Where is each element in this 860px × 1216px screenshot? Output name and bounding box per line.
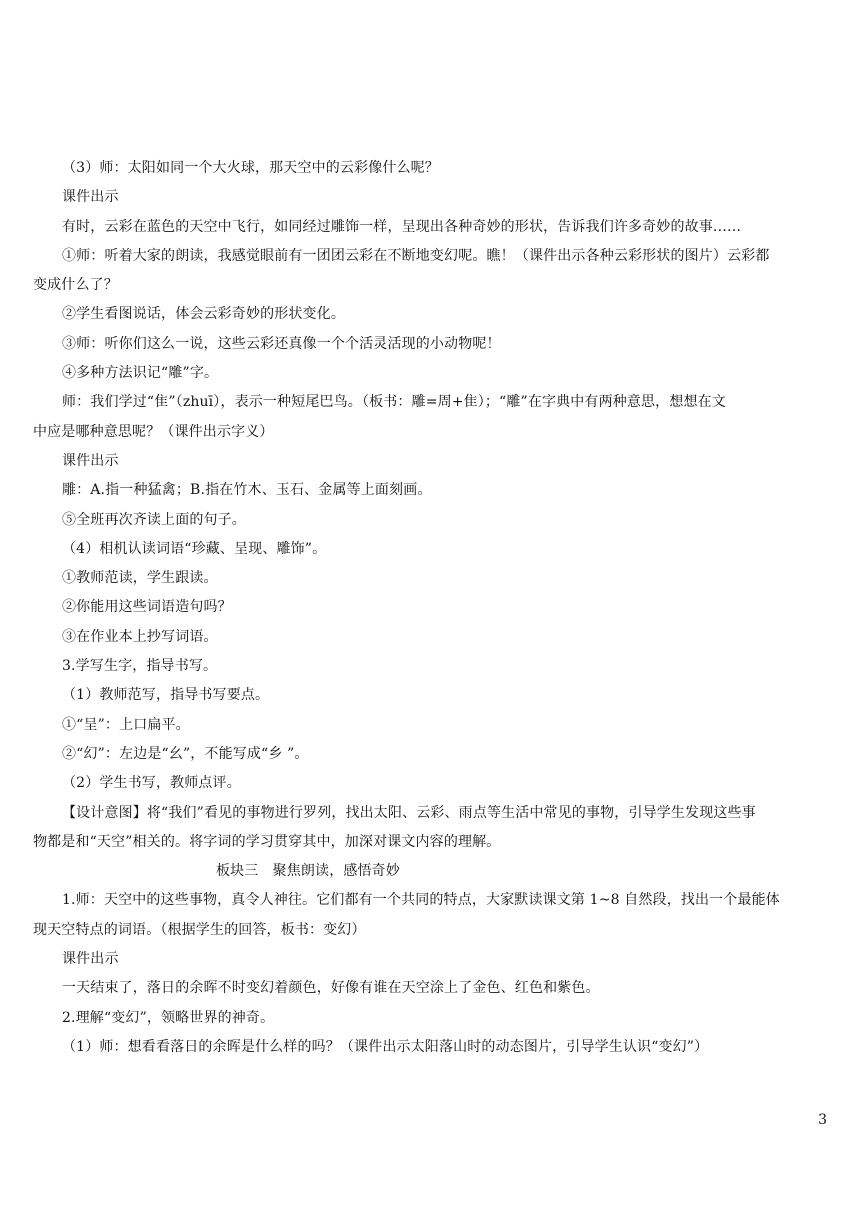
paragraph-line: ①教师范读，学生跟读。 bbox=[62, 570, 218, 587]
paragraph-line: 师：我们学过“隹”（zhuī），表示一种短尾巴鸟。（板书：雕=周+隹）；“雕”在字典中有两种意思，想想在文 bbox=[62, 394, 726, 411]
paragraph-line: ②学生看图说话，体会云彩奇妙的形状变化。 bbox=[62, 306, 345, 323]
paragraph-line: 1.师：天空中的这些事物，真令人神往。它们都有一个共同的特点，大家默读课文第 1~8 自然段，找出一个最能体 bbox=[62, 892, 780, 909]
design-intent-line: 【设计意图】将“我们”看见的事物进行罗列，找出太阳、云彩、雨点等生活中常见的事物，引导学生发现这些事 bbox=[62, 804, 756, 821]
paragraph-line: （1）师：想看看落日的余晖是什么样的吗？（课件出示太阳落山时的动态图片，引导学生认识“变幻”） bbox=[62, 1038, 709, 1055]
paragraph-line: 3.学写生字，指导书写。 bbox=[62, 658, 218, 675]
section-heading: 板块三 聚焦朗读，感悟奇妙 bbox=[216, 863, 400, 880]
paragraph-line: 现天空特点的词语。（根据学生的回答，板书：变幻） bbox=[33, 921, 366, 938]
paragraph-line: ②“幻”：左边是“幺”，不能写成“乡 ”。 bbox=[62, 745, 309, 762]
paragraph-line: ③师：听你们这么一说，这些云彩还真像一个个活灵活现的小动物呢！ bbox=[62, 335, 501, 352]
paragraph-line: ①“呈”：上口扁平。 bbox=[62, 716, 190, 733]
paragraph-line: ⑤全班再次齐读上面的句子。 bbox=[62, 511, 246, 528]
paragraph-line: 2.理解“变幻”，领略世界的神奇。 bbox=[62, 1009, 275, 1026]
paragraph-line: 一天结束了，落日的余晖不时变幻着颜色，好像有谁在天空涂上了金色、红色和紫色。 bbox=[62, 980, 600, 997]
paragraph-line: ④多种方法识记“雕”字。 bbox=[62, 365, 219, 382]
page-number: 3 bbox=[818, 1112, 827, 1128]
paragraph-line: 有时，云彩在蓝色的天空中飞行，如同经过雕饰一样，呈现出各种奇妙的形状，告诉我们许多奇妙的故事…… bbox=[62, 218, 742, 235]
paragraph-line: （4）相机认读词语“珍藏、呈现、雕饰”。 bbox=[62, 540, 327, 557]
paragraph-line: 课件出示 bbox=[62, 452, 119, 469]
paragraph-line: ①师：听着大家的朗读，我感觉眼前有一团团云彩在不断地变幻呢。瞧！（课件出示各种云彩形状的图片）云彩都 bbox=[62, 247, 770, 264]
paragraph-line: 课件出示 bbox=[62, 951, 119, 968]
paragraph-line: ②你能用这些词语造句吗？ bbox=[62, 599, 232, 616]
paragraph-line: （2）学生书写，教师点评。 bbox=[62, 775, 241, 792]
paragraph-line: （1）教师范写，指导书写要点。 bbox=[62, 687, 270, 704]
paragraph-line: ③在作业本上抄写词语。 bbox=[62, 628, 218, 645]
paragraph-line: 课件出示 bbox=[62, 189, 119, 206]
document-body bbox=[33, 154, 829, 1062]
design-intent-line: 物都是和“天空”相关的。将字词的学习贯穿其中，加深对课文内容的理解。 bbox=[33, 833, 501, 850]
paragraph-line: （3）师：太阳如同一个大火球，那天空中的云彩像什么呢？ bbox=[62, 160, 439, 176]
paragraph-line: 雕：A.指一种猛禽；B.指在竹木、玉石、金属等上面刻画。 bbox=[62, 482, 432, 499]
paragraph-line: 变成什么了？ bbox=[33, 277, 118, 294]
paragraph-line: 中应是哪种意思呢？（课件出示字义） bbox=[33, 423, 274, 440]
